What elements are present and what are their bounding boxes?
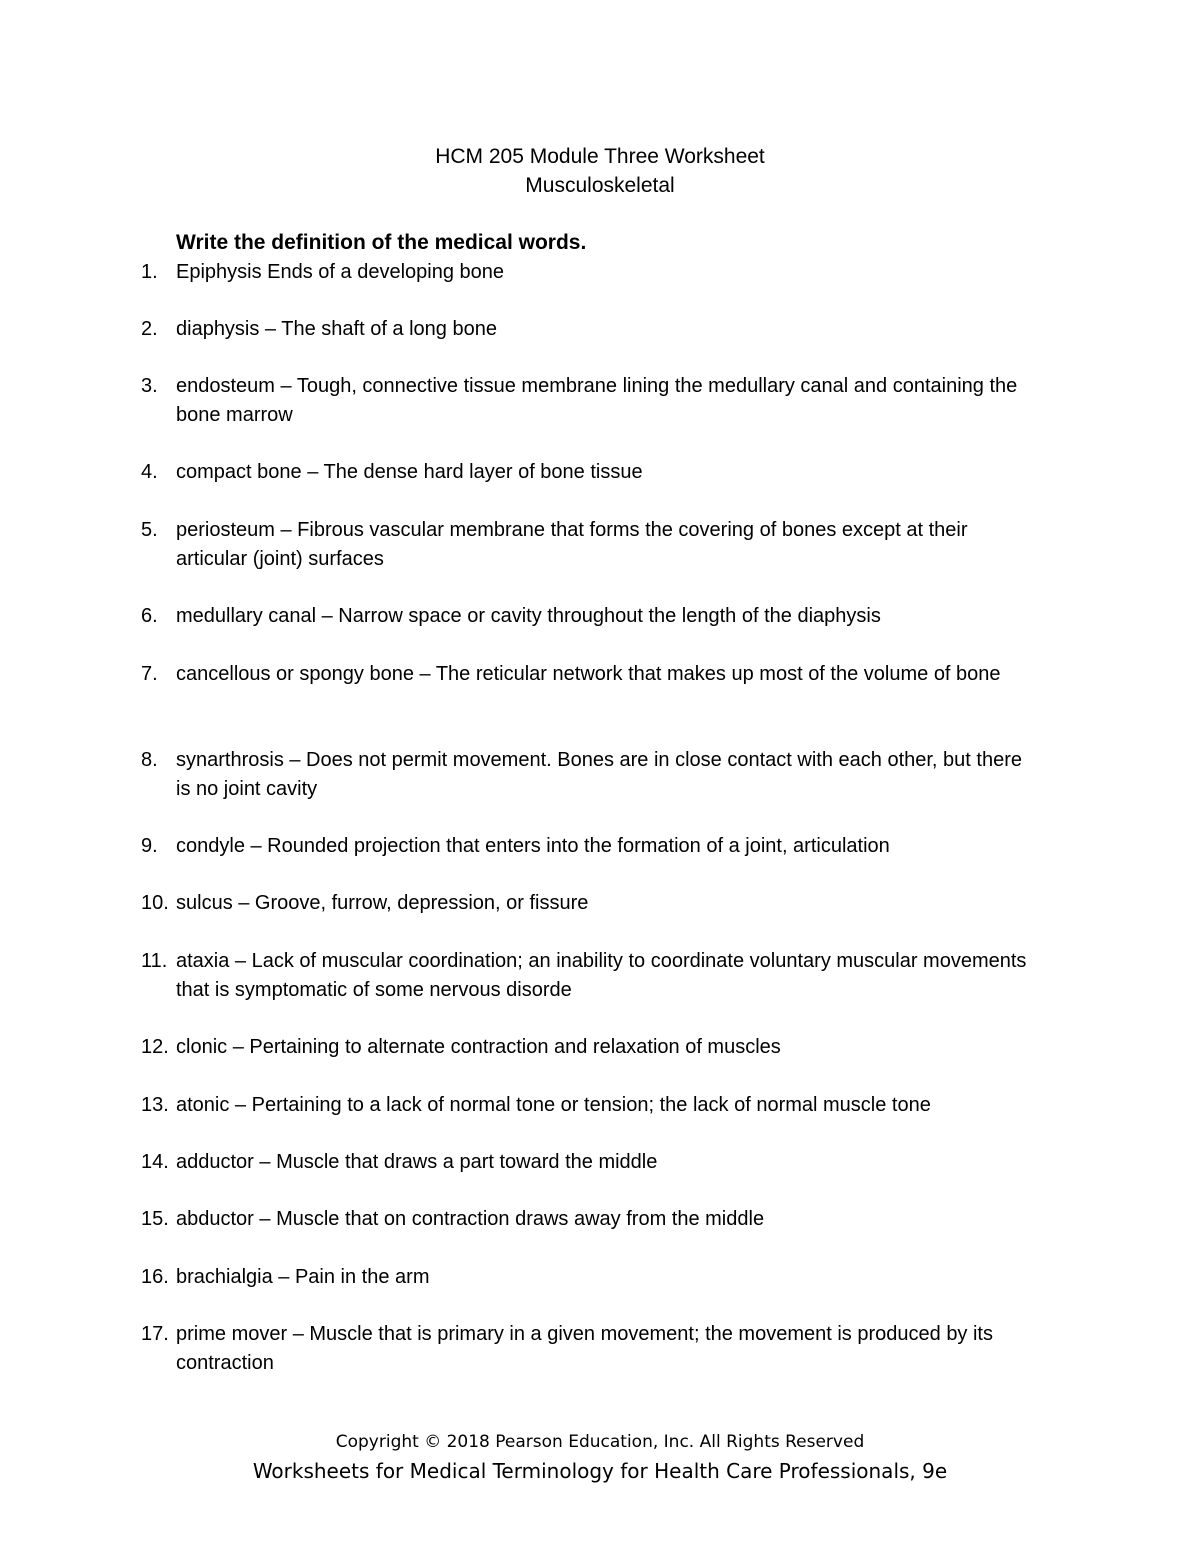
item-text: condyle – Rounded projection that enters into the formation of a joint, articulation <box>176 835 890 857</box>
item-text: endosteum – Tough, connective tissue membrane lining the medullary canal and containing the bone marrow <box>176 375 1018 426</box>
item-text: abductor – Muscle that on contraction draws away from the middle <box>176 1208 765 1230</box>
document-subtitle: Musculoskeletal <box>525 174 675 197</box>
item-number: 8. <box>141 749 158 771</box>
item-number: 10. <box>141 892 169 914</box>
item-number: 17. <box>141 1323 169 1345</box>
document-title: HCM 205 Module Three Worksheet <box>435 145 765 168</box>
copyright-notice: Copyright © 2018 Pearson Education, Inc. All Rights Reserved <box>335 1432 865 1452</box>
item-text: medullary canal – Narrow space or cavity throughout the length of the diaphysis <box>176 605 881 627</box>
item-number: 1. <box>141 261 158 283</box>
item-text: cancellous or spongy bone – The reticular network that makes up most of the volume of bone <box>176 663 1001 685</box>
instructions: Write the definition of the medical words. <box>176 231 587 254</box>
item-number: 12. <box>141 1036 169 1058</box>
series-title: Worksheets for Medical Terminology for Health Care Professionals, 9e <box>252 1459 948 1483</box>
item-text: Epiphysis Ends of a developing bone <box>176 261 505 283</box>
item-number: 6. <box>141 605 158 627</box>
item-number: 9. <box>141 835 158 857</box>
item-text: brachialgia – Pain in the arm <box>176 1266 430 1288</box>
item-text: ataxia – Lack of muscular coordination; an inability to coordinate voluntary muscular movements that is symptomatic of some nervous disorde <box>176 950 1027 1001</box>
item-text: diaphysis – The shaft of a long bone <box>176 318 497 340</box>
item-number: 7. <box>141 663 158 685</box>
item-text: adductor – Muscle that draws a part toward the middle <box>176 1151 658 1173</box>
item-number: 15. <box>141 1208 169 1230</box>
item-text: periosteum – Fibrous vascular membrane that forms the covering of bones except at their articular (joint) surfaces <box>176 519 968 570</box>
item-number: 14. <box>141 1151 169 1173</box>
item-text: compact bone – The dense hard layer of bone tissue <box>176 461 643 483</box>
item-number: 5. <box>141 519 158 541</box>
page-footer <box>0 1430 1200 1486</box>
item-text: synarthrosis – Does not permit movement. Bones are in close contact with each other, but there is no joint cavity <box>176 749 1022 800</box>
item-number: 13. <box>141 1094 169 1116</box>
item-number: 3. <box>141 375 158 397</box>
item-number: 16. <box>141 1266 169 1288</box>
item-number: 2. <box>141 318 158 340</box>
item-text: clonic – Pertaining to alternate contraction and relaxation of muscles <box>176 1036 781 1058</box>
item-text: prime mover – Muscle that is primary in a given movement; the movement is produced by its contraction <box>176 1323 993 1374</box>
item-number: 11. <box>141 950 168 972</box>
item-number: 4. <box>141 461 158 483</box>
item-text: sulcus – Groove, furrow, depression, or fissure <box>176 892 589 914</box>
item-text: atonic – Pertaining to a lack of normal tone or tension; the lack of normal muscle tone <box>176 1094 931 1116</box>
